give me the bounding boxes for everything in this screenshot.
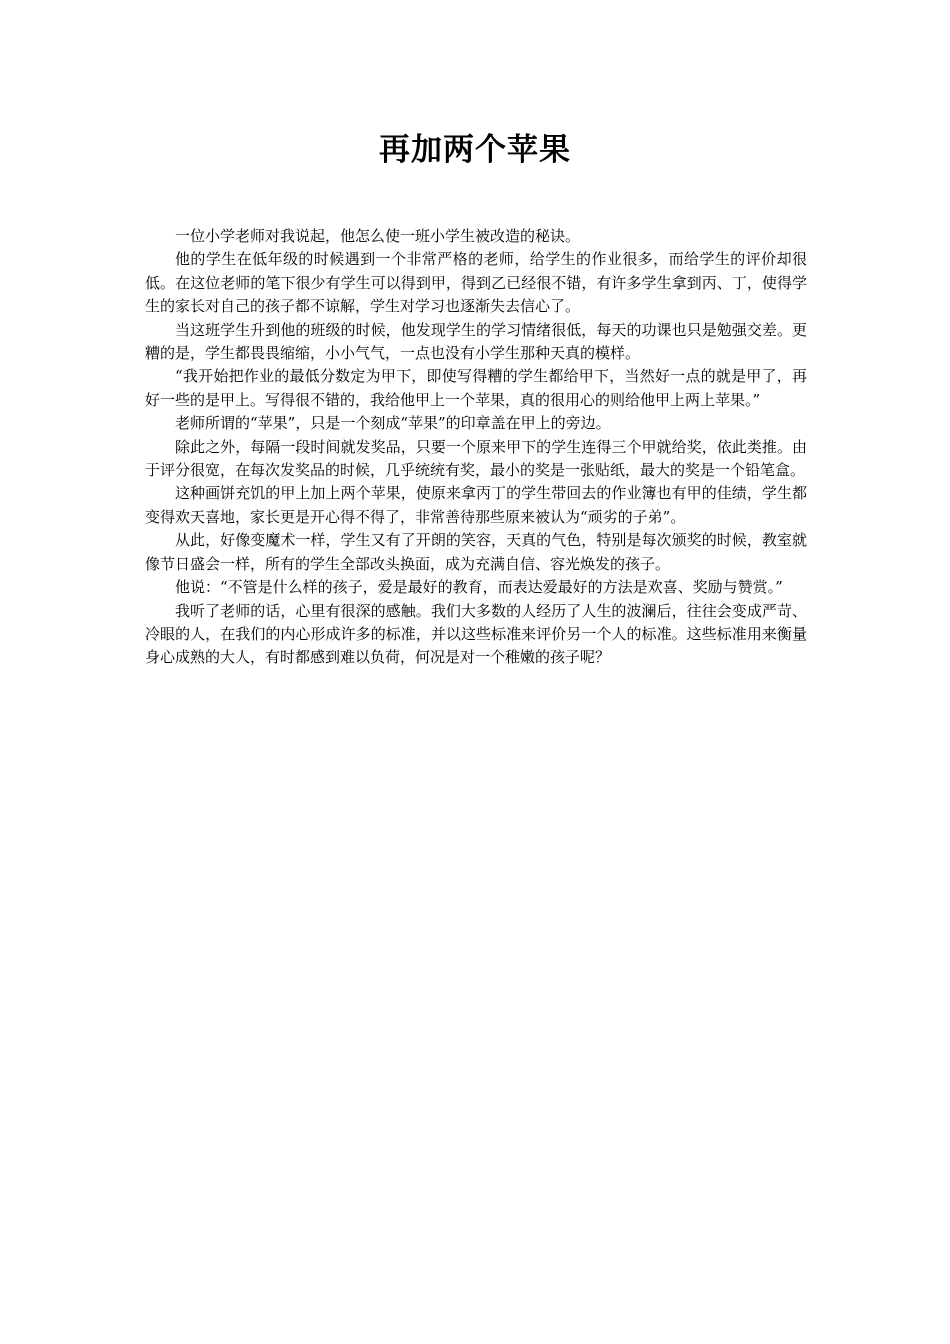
paragraph-7: 这种画饼充饥的甲上加上两个苹果，使原来拿丙丁的学生带回去的作业簿也有甲的佳绩，学生都变得欢天喜地，家长更是开心得不得了，非常善待那些原来被认为“顽劣的子弟”。 (145, 484, 807, 526)
document-body (145, 225, 807, 670)
paragraph-2: 他的学生在低年级的时候遇到一个非常严格的老师，给学生的作业很多，而给学生的评价却很低。在这位老师的笔下很少有学生可以得到甲，得到乙已经很不错，有许多学生拿到丙、丁，使得学生的家长对自己的孩子都不谅解，学生对学习也逐渐失去信心了。 (145, 250, 807, 316)
paragraph-4: “我开始把作业的最低分数定为甲下，即使写得糟的学生都给甲下，当然好一点的就是甲了，再好一些的是甲上。写得很不错的，我给他甲上一个苹果，真的很用心的则给他甲上两上苹果。” (145, 367, 807, 409)
paragraph-3: 当这班学生升到他的班级的时候，他发现学生的学习情绪很低，每天的功课也只是勉强交差。更糟的是，学生都畏畏缩缩，小小气气，一点也没有小学生那种天真的模样。 (145, 320, 807, 363)
paragraph-9: 他说：“不管是什么样的孩子，爱是最好的教育，而表达爱最好的方法是欢喜、奖励与赞赏。” (175, 578, 783, 597)
paragraph-1: 一位小学老师对我说起，他怎么使一班小学生被改造的秘诀。 (175, 227, 581, 245)
paragraph-8: 从此，好像变魔术一样，学生又有了开朗的笑容，天真的气色，特别是每次颁奖的时候，教室就像节日盛会一样，所有的学生全部改头换面，成为充满自信、容光焕发的孩子。 (145, 531, 807, 573)
document-title: 再加两个苹果 (379, 132, 571, 168)
paragraph-6: 除此之外，每隔一段时间就发奖品，只要一个原来甲下的学生连得三个甲就给奖，依此类推。由于评分很宽，在每次发奖品的时候，几乎统统有奖，最小的奖是一张贴纸，最大的奖是一个铅笔盒。 (145, 437, 807, 480)
paragraph-10: 我听了老师的话，心里有很深的感触。我们大多数的人经历了人生的波澜后，往往会变成严苛、冷眼的人，在我们的内心形成许多的标准，并以这些标准来评价另一个人的标准。这些标准用来衡量身心成熟的大人，有时都感到难以负荷，何况是对一个稚嫩的孩子呢？ (145, 601, 807, 667)
paragraph-5: 老师所谓的“苹果”，只是一个刻成“苹果”的印章盖在甲上的旁边。 (175, 414, 611, 433)
